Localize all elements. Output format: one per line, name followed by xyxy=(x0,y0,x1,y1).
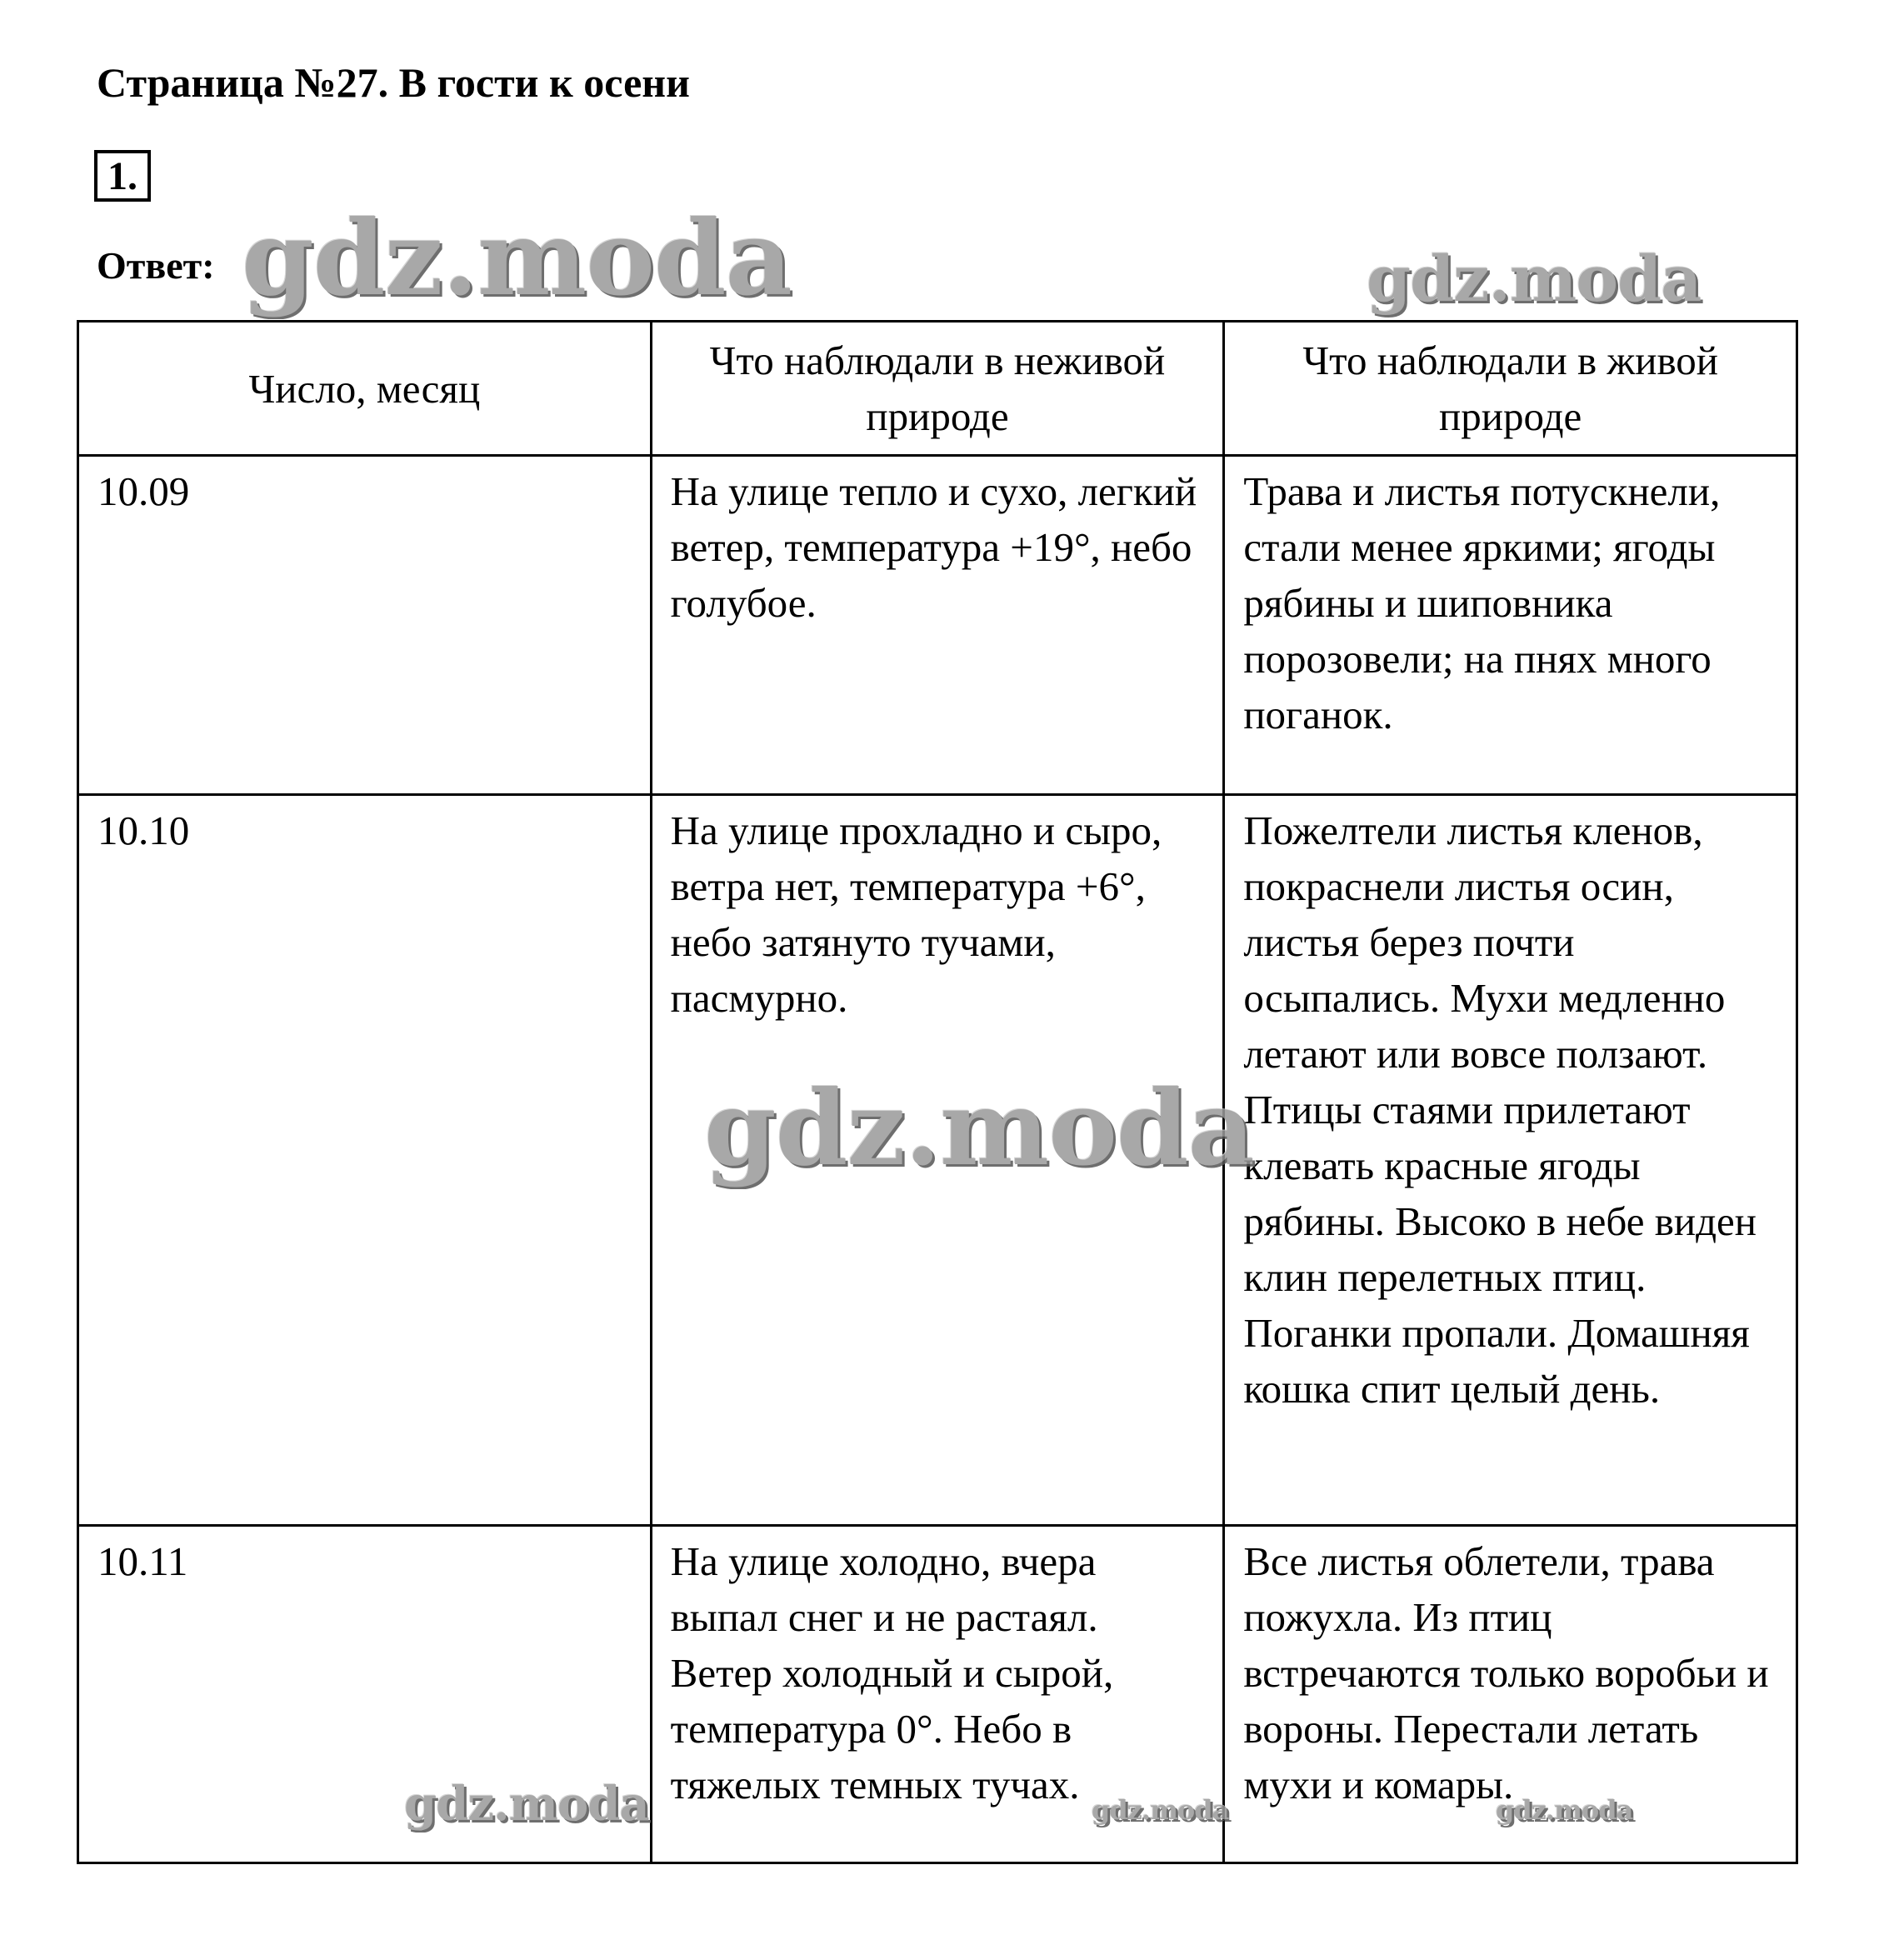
header-nonliving: Что наблюдали в неживой природе xyxy=(651,322,1224,456)
watermark: gdz.moda xyxy=(404,1777,649,1832)
watermark: gdz.moda xyxy=(704,1068,1254,1189)
cell-living: Трава и листья потускнели, стали менее яркими; ягоды рябины и шиповника порозовели; на пнях много поганок. xyxy=(1224,456,1797,795)
table-row xyxy=(78,1526,1797,1863)
task-number: 1. xyxy=(94,150,151,202)
cell-nonliving: На улице холодно, вчера выпал снег и не растаял. Ветер холодный и сырой, температура 0°. Небо в тяжелых темных тучах. xyxy=(651,1526,1224,1863)
cell-nonliving: На улице тепло и сухо, легкий ветер, температура +19°, небо голубое. xyxy=(651,456,1224,795)
watermark: gdz.moda xyxy=(1092,1794,1229,1826)
cell-nonliving: На улице прохладно и сыро, ветра нет, температура +6°, небо затянуто тучами, пасмурно. xyxy=(651,795,1224,1526)
page-title: Страница №27. В гости к осени xyxy=(97,59,690,106)
watermark: gdz.moda xyxy=(1367,242,1702,316)
cell-date: 10.11 xyxy=(78,1526,652,1863)
table-header-row xyxy=(78,322,1797,456)
table-row xyxy=(78,795,1797,1526)
cell-date: 10.09 xyxy=(78,456,652,795)
cell-date: 10.10 xyxy=(78,795,652,1526)
answer-label: Ответ: xyxy=(97,244,215,287)
table-row xyxy=(78,456,1797,795)
watermark: gdz.moda xyxy=(242,198,792,319)
cell-living: Пожелтели листья кленов, покраснели листья осин, листья берез почти осыпались. Мухи медленно летают или вовсе ползают. Птицы стаями прилетают клевать красные ягоды рябины. Высоко в небе виден клин перелетных птиц. Поганки пропали. Домашняя кошка спит целый день. xyxy=(1224,795,1797,1526)
cell-living: Все листья облетели, трава пожухла. Из птиц встречаются только воробьи и вороны. Перестали летать мухи и комары. xyxy=(1224,1526,1797,1863)
header-living: Что наблюдали в живой природе xyxy=(1224,322,1797,456)
watermark: gdz.moda xyxy=(1496,1794,1633,1826)
header-date: Число, месяц xyxy=(78,322,652,456)
observation-table xyxy=(77,320,1798,1864)
